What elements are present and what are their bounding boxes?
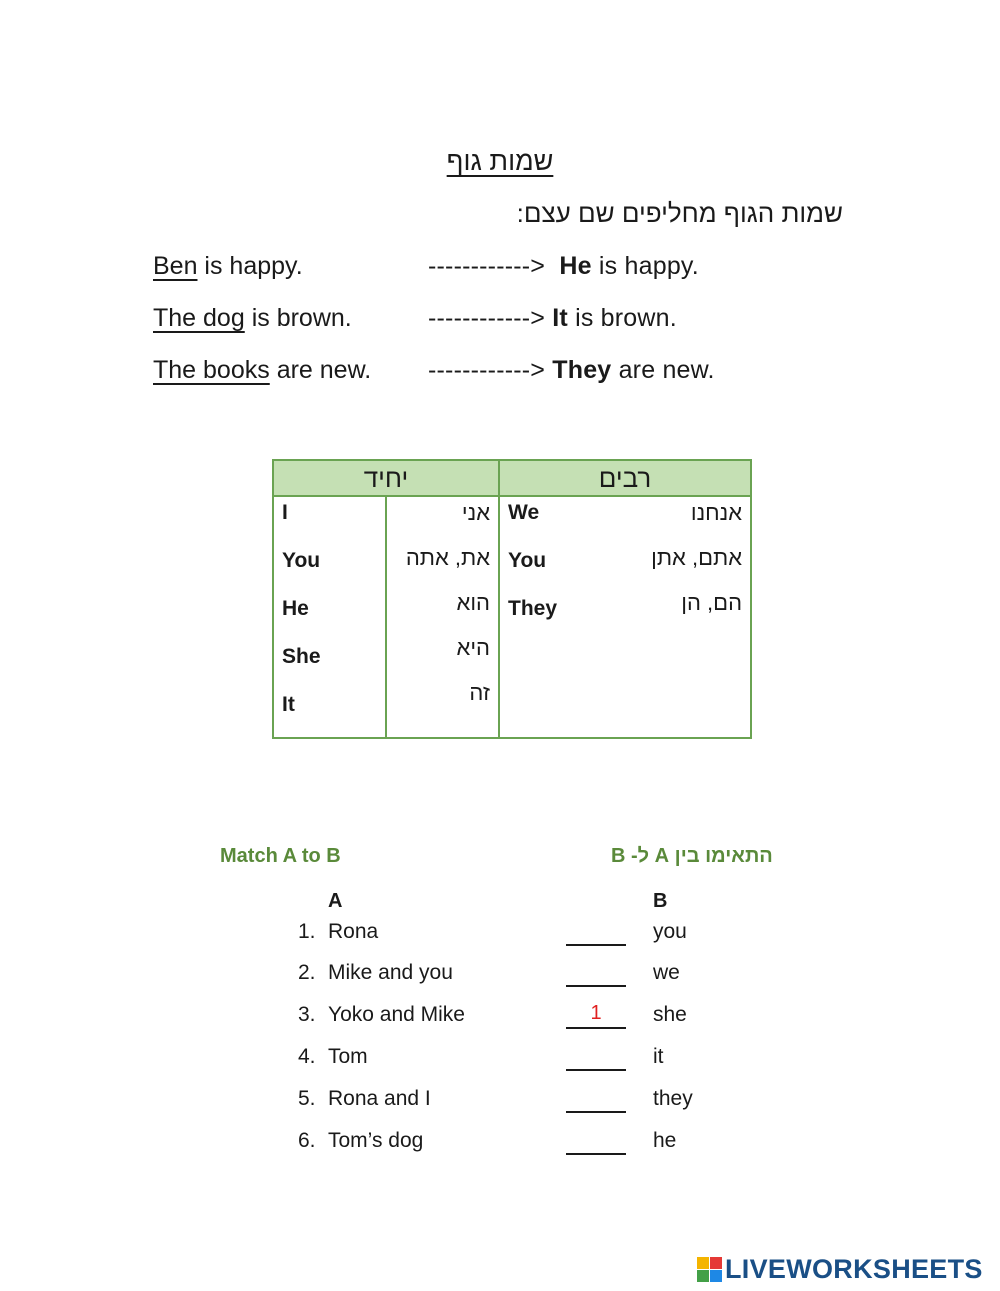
item-b: she <box>653 1003 687 1026</box>
answer-blank[interactable] <box>566 1045 626 1071</box>
pronoun-en: She <box>282 645 321 668</box>
example-rest: is brown. <box>244 304 352 332</box>
example-sentence-2 <box>153 304 352 333</box>
example-rest: are new. <box>269 356 372 384</box>
match-row <box>0 1045 1000 1075</box>
row-number: 6. <box>298 1129 316 1152</box>
arrow: ------------> <box>428 252 546 280</box>
match-row <box>0 1129 1000 1159</box>
example-pronoun: It <box>552 304 568 332</box>
item-b: we <box>653 961 680 984</box>
example-subject: The books <box>153 356 270 384</box>
pronoun-he: אתם, אתן <box>651 545 743 570</box>
row-number: 3. <box>298 1003 316 1026</box>
logo-tile <box>697 1257 709 1269</box>
pronoun-he: הם, הן <box>681 590 743 615</box>
row-number: 2. <box>298 961 316 984</box>
row-number: 5. <box>298 1087 316 1110</box>
plural-header: רבים <box>499 460 751 496</box>
pronoun-en: They <box>508 597 558 620</box>
arrow: ------------> <box>428 304 546 332</box>
example-result-3 <box>428 356 715 385</box>
page-title: שמות גוף <box>446 146 554 176</box>
example-rest: is happy. <box>197 252 303 280</box>
pronoun-he: זה <box>469 680 491 705</box>
example-subject: Ben <box>153 252 198 280</box>
pronoun-he: הוא <box>456 590 491 615</box>
column-a-label: A <box>328 890 343 912</box>
item-b: it <box>653 1045 664 1068</box>
row-number: 4. <box>298 1045 316 1068</box>
singular-header: יחיד <box>273 460 499 496</box>
example-result-2 <box>428 304 677 333</box>
pronoun-en: We <box>508 501 540 524</box>
pronoun-en: It <box>282 693 295 716</box>
example-result-rest: is brown. <box>567 304 677 332</box>
logo-tile <box>697 1270 709 1282</box>
logo-tile <box>710 1270 722 1282</box>
column-b-label: B <box>653 890 668 912</box>
item-a: Rona and I <box>328 1087 431 1110</box>
item-a: Mike and you <box>328 961 453 984</box>
example-pronoun: He <box>559 252 592 280</box>
example-sentence-3 <box>153 356 371 385</box>
answer-value: 1 <box>590 1002 602 1024</box>
item-a: Yoko and Mike <box>328 1003 465 1026</box>
match-row <box>0 1087 1000 1117</box>
pronoun-he: את, אתה <box>405 545 491 570</box>
example-result-rest: is happy. <box>591 252 699 280</box>
plural-english-list <box>508 497 557 641</box>
plural-column <box>499 496 751 738</box>
item-a: Rona <box>328 920 379 943</box>
match-row <box>0 920 1000 950</box>
pronoun-en: I <box>282 501 288 524</box>
pronoun-he: אנחנו <box>690 500 743 525</box>
example-result-rest: are new. <box>611 356 715 384</box>
answer-blank[interactable] <box>566 961 626 987</box>
example-result-1 <box>428 252 699 281</box>
match-row <box>0 1003 1000 1033</box>
example-pronoun: They <box>552 356 612 384</box>
row-number: 1. <box>298 920 316 943</box>
logo-tile <box>710 1257 722 1269</box>
arrow: ------------> <box>428 356 546 384</box>
pronoun-he: היא <box>456 635 491 660</box>
pronoun-en: He <box>282 597 309 620</box>
liveworksheets-logo <box>697 1252 983 1286</box>
pronoun-en: You <box>508 549 547 572</box>
item-a: Tom’s dog <box>328 1129 424 1152</box>
pronoun-table <box>272 459 752 739</box>
pronoun-he: אני <box>461 500 491 525</box>
match-row <box>0 961 1000 991</box>
answer-blank[interactable] <box>566 1129 626 1155</box>
pronoun-en: You <box>282 549 321 572</box>
intro-text: שמות הגוף מחליפים שם עצם: <box>516 198 843 228</box>
answer-blank[interactable] <box>566 1087 626 1113</box>
logo-tiles-icon <box>697 1257 722 1282</box>
item-b: you <box>653 920 687 943</box>
match-heading-hebrew: התאימו בין A ל- B <box>611 845 773 867</box>
item-a: Tom <box>328 1045 368 1068</box>
answer-blank[interactable] <box>566 1003 626 1029</box>
singular-hebrew-column <box>386 496 499 738</box>
example-subject: The dog <box>153 304 245 332</box>
item-b: they <box>653 1087 693 1110</box>
singular-english-column <box>273 496 386 738</box>
logo-text: LIVEWORKSHEETS <box>725 1253 983 1284</box>
item-b: he <box>653 1129 677 1152</box>
example-sentence-1 <box>153 252 303 281</box>
match-heading-english: Match A to B <box>220 845 341 867</box>
plural-hebrew-list <box>651 497 742 632</box>
answer-blank[interactable] <box>566 920 626 946</box>
